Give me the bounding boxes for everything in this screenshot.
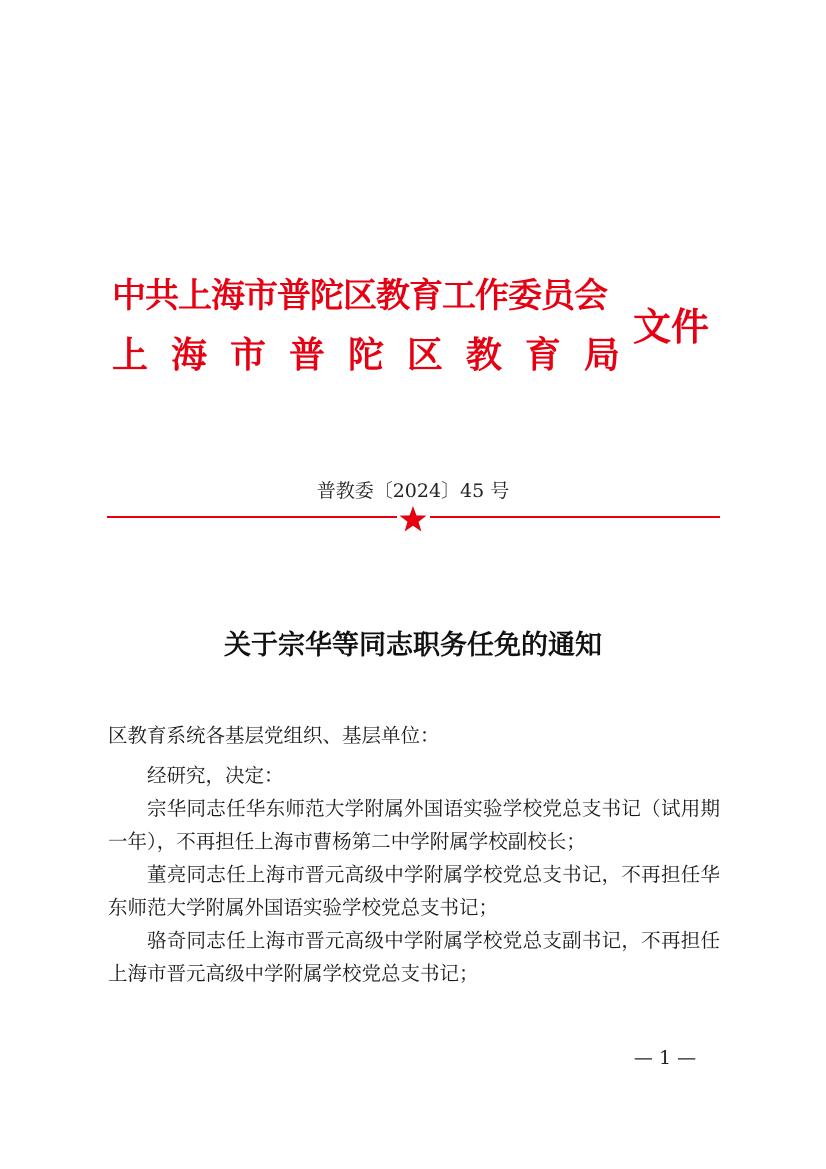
star-icon bbox=[398, 505, 428, 533]
notice-body bbox=[108, 759, 720, 990]
org-char: 市 bbox=[229, 334, 266, 376]
org-char: 教 bbox=[465, 334, 502, 376]
org-char: 海 bbox=[170, 334, 207, 376]
page-number: — 1 — bbox=[633, 1047, 697, 1069]
org-char: 育 bbox=[524, 334, 561, 376]
issuing-org-party-committee: 中共上海市普陀区教育工作委员会 bbox=[112, 276, 607, 316]
document-header bbox=[0, 0, 826, 400]
body-paragraph: 经研究，决定： bbox=[147, 764, 284, 787]
document-type-suffix: 文件 bbox=[633, 304, 710, 349]
red-divider-left bbox=[107, 516, 397, 518]
org-char: 普 bbox=[288, 334, 325, 376]
body-paragraph: 董亮同志任上海市晋元高级中学附属学校党总支书记，不再担任华东师范大学附属外国语实验学校党总支书记； bbox=[108, 863, 720, 919]
org-char: 陀 bbox=[347, 334, 384, 376]
document-number: 普教委〔2024〕45 号 bbox=[316, 480, 510, 502]
body-paragraph: 宗华同志任华东师范大学附属外国语实验学校党总支书记（试用期一年），不再担任上海市曹杨第二中学附属学校副校长； bbox=[108, 797, 720, 853]
org-char: 区 bbox=[406, 334, 443, 376]
org-char: 上 bbox=[112, 334, 149, 376]
issuing-org-education-bureau bbox=[112, 330, 620, 380]
addressee-text: 区教育系统各基层党组织、基层单位： bbox=[108, 724, 440, 747]
red-divider-right bbox=[430, 516, 720, 518]
org-char: 局 bbox=[583, 334, 620, 376]
addressee bbox=[108, 719, 720, 752]
body-paragraph: 骆奇同志任上海市晋元高级中学附属学校党总支副书记，不再担任上海市晋元高级中学附属学校党总支书记； bbox=[108, 929, 720, 985]
notice-title: 关于宗华等同志职务任免的通知 bbox=[224, 630, 602, 661]
